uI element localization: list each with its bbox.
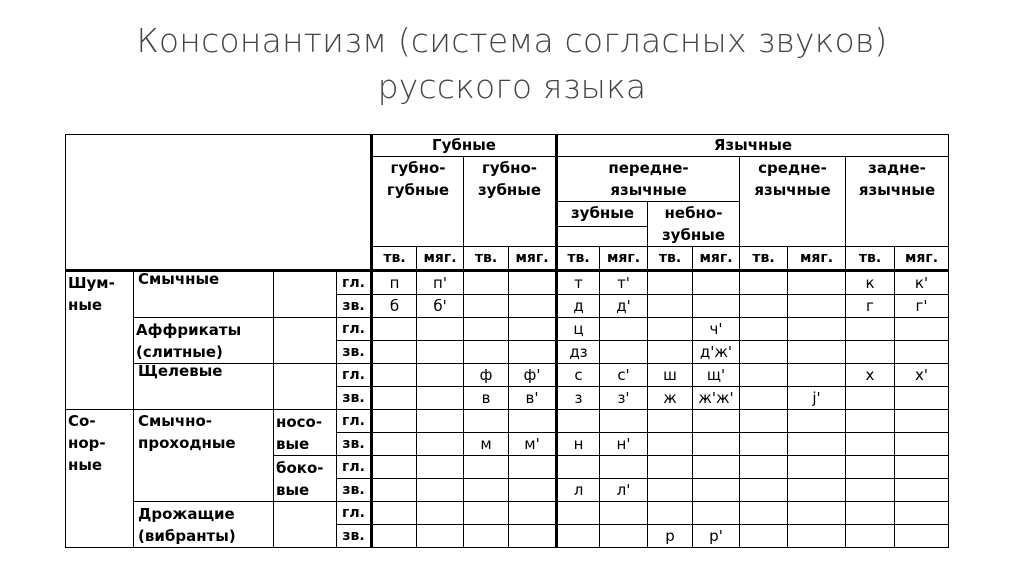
- cell: в': [509, 387, 557, 410]
- cell: г: [846, 295, 895, 318]
- subtype-blank: [274, 502, 337, 548]
- cell: [509, 502, 557, 525]
- cell: [417, 479, 464, 502]
- cell: щ': [693, 364, 740, 387]
- cell: [509, 456, 557, 479]
- cell: [372, 479, 417, 502]
- cell: [417, 341, 464, 364]
- subtype-lateral: боко- вые: [274, 456, 337, 502]
- cell: [417, 387, 464, 410]
- cell: [557, 525, 600, 548]
- cell: п: [372, 271, 417, 295]
- cell: [895, 502, 949, 525]
- cell: [895, 456, 949, 479]
- table-row: [66, 502, 949, 525]
- header-soft: мяг.: [509, 247, 557, 271]
- cell: [509, 318, 557, 341]
- subtype-blank: [274, 318, 337, 364]
- cell: [372, 387, 417, 410]
- cell: [740, 295, 788, 318]
- cell: [846, 456, 895, 479]
- cell: [846, 525, 895, 548]
- cell: [740, 318, 788, 341]
- voicing-voiced: зв.: [337, 479, 372, 502]
- cell: [557, 456, 600, 479]
- subtype-blank: [274, 271, 337, 318]
- header-lingual: Язычные: [557, 135, 949, 157]
- cell: в: [464, 387, 509, 410]
- cell: j': [788, 387, 846, 410]
- cell: [895, 410, 949, 433]
- cell: [740, 364, 788, 387]
- cell: [648, 479, 693, 502]
- cell: к: [846, 271, 895, 295]
- cell: [788, 410, 846, 433]
- cell: м': [509, 433, 557, 456]
- voicing-voiceless: гл.: [337, 318, 372, 341]
- cell: [648, 295, 693, 318]
- manner-affricates: Аффрикаты (слитные): [134, 318, 274, 364]
- cell: т: [557, 271, 600, 295]
- cell: ж: [648, 387, 693, 410]
- cell: [740, 525, 788, 548]
- cell: [600, 341, 648, 364]
- cell: [788, 295, 846, 318]
- cell: [846, 318, 895, 341]
- cell: [788, 456, 846, 479]
- cell: д: [557, 295, 600, 318]
- cell: з': [600, 387, 648, 410]
- cell: [740, 271, 788, 295]
- cell: [557, 410, 600, 433]
- header-labiodental: губно- зубные: [464, 157, 557, 247]
- consonant-table: [65, 134, 949, 548]
- cell: д'ж': [693, 341, 740, 364]
- cell: [417, 456, 464, 479]
- cell: [648, 456, 693, 479]
- cell: [464, 479, 509, 502]
- cell: [372, 502, 417, 525]
- cell: [648, 433, 693, 456]
- voicing-voiced: зв.: [337, 387, 372, 410]
- cell: [372, 364, 417, 387]
- cell: [417, 525, 464, 548]
- manner-stop-passage: Смычно- проходные: [134, 410, 274, 502]
- cell: [372, 525, 417, 548]
- voicing-voiceless: гл.: [337, 271, 372, 295]
- title-line-1: Консонантизм (система согласных звуков): [136, 21, 888, 60]
- cell: [372, 341, 417, 364]
- cell: [464, 525, 509, 548]
- header-soft: мяг.: [417, 247, 464, 271]
- cell: [600, 502, 648, 525]
- cell: г': [895, 295, 949, 318]
- header-hard: тв.: [557, 247, 600, 271]
- cell: д': [600, 295, 648, 318]
- cell: [464, 318, 509, 341]
- cell: [788, 433, 846, 456]
- cell: б: [372, 295, 417, 318]
- header-labial: Губные: [372, 135, 557, 157]
- cell: [693, 433, 740, 456]
- cell: [693, 410, 740, 433]
- corner-blank: [66, 135, 372, 271]
- cell: н: [557, 433, 600, 456]
- cell: [372, 456, 417, 479]
- cell: к': [895, 271, 949, 295]
- header-middle-lingual: средне- язычные: [740, 157, 846, 247]
- cell: [895, 341, 949, 364]
- cell: [895, 525, 949, 548]
- voicing-voiceless: гл.: [337, 364, 372, 387]
- header-hard: тв.: [846, 247, 895, 271]
- voicing-voiced: зв.: [337, 433, 372, 456]
- cell: [788, 318, 846, 341]
- header-front-lingual: передне- язычные: [557, 157, 740, 202]
- cell: ф': [509, 364, 557, 387]
- cell: [509, 295, 557, 318]
- cell: [600, 525, 648, 548]
- cell: з: [557, 387, 600, 410]
- manner-trills: Дрожащие (вибранты): [134, 502, 274, 548]
- cell: [846, 479, 895, 502]
- cell: [600, 318, 648, 341]
- cell: [693, 502, 740, 525]
- cell: [693, 271, 740, 295]
- cell: [464, 456, 509, 479]
- title-line-2: русского языка: [377, 67, 647, 106]
- header-hard: тв.: [372, 247, 417, 271]
- voicing-voiceless: гл.: [337, 502, 372, 525]
- cell: р: [648, 525, 693, 548]
- cell: [693, 456, 740, 479]
- cell: [788, 525, 846, 548]
- cell: [509, 271, 557, 295]
- group-noisy: Шум- ные: [66, 271, 134, 410]
- cell: р': [693, 525, 740, 548]
- header-back-lingual: задне- язычные: [846, 157, 949, 247]
- cell: [464, 341, 509, 364]
- cell: [372, 410, 417, 433]
- cell: х': [895, 364, 949, 387]
- cell: ц: [557, 318, 600, 341]
- cell: [740, 502, 788, 525]
- cell: [895, 433, 949, 456]
- cell: [417, 433, 464, 456]
- cell: [417, 318, 464, 341]
- cell: [788, 502, 846, 525]
- cell: [648, 410, 693, 433]
- cell: [740, 433, 788, 456]
- cell: [846, 387, 895, 410]
- cell: [648, 502, 693, 525]
- subtype-nasal: носо- вые: [274, 410, 337, 456]
- subtype-blank: [274, 364, 337, 410]
- cell: [600, 456, 648, 479]
- cell: [788, 271, 846, 295]
- cell: [846, 433, 895, 456]
- voicing-voiceless: гл.: [337, 410, 372, 433]
- cell: [509, 410, 557, 433]
- header-soft: мяг.: [895, 247, 949, 271]
- table-row: [66, 318, 949, 341]
- cell: [464, 502, 509, 525]
- manner-fricatives: Щелевые: [134, 364, 274, 410]
- header-hard: тв.: [648, 247, 693, 271]
- cell: [693, 295, 740, 318]
- cell: [740, 387, 788, 410]
- header-dental: зубные: [557, 202, 648, 227]
- cell: [464, 410, 509, 433]
- cell: [417, 502, 464, 525]
- header-bilabial: губно- губные: [372, 157, 464, 247]
- cell: [417, 364, 464, 387]
- cell: [464, 295, 509, 318]
- cell: [740, 456, 788, 479]
- table-row: [66, 271, 949, 295]
- cell: [846, 410, 895, 433]
- cell: н': [600, 433, 648, 456]
- voicing-voiced: зв.: [337, 525, 372, 548]
- header-soft: мяг.: [600, 247, 648, 271]
- cell: м: [464, 433, 509, 456]
- manner-stops: Смычные: [134, 271, 274, 318]
- cell: [846, 341, 895, 364]
- cell: [740, 479, 788, 502]
- header-palatodental: небно- зубные: [648, 202, 740, 247]
- cell: [895, 387, 949, 410]
- cell: [740, 341, 788, 364]
- cell: [648, 318, 693, 341]
- cell: с': [600, 364, 648, 387]
- cell: ф: [464, 364, 509, 387]
- voicing-voiced: зв.: [337, 295, 372, 318]
- cell: [372, 433, 417, 456]
- header-soft: мяг.: [693, 247, 740, 271]
- table-row: [66, 364, 949, 387]
- cell: л: [557, 479, 600, 502]
- cell: б': [417, 295, 464, 318]
- cell: [895, 479, 949, 502]
- cell: [372, 318, 417, 341]
- cell: [509, 341, 557, 364]
- cell: [648, 341, 693, 364]
- cell: л': [600, 479, 648, 502]
- table-row: [66, 410, 949, 433]
- cell: [417, 410, 464, 433]
- cell: [509, 525, 557, 548]
- header-hard: тв.: [464, 247, 509, 271]
- slide-title: [0, 18, 1024, 110]
- group-sonorant: Со- нор- ные: [66, 410, 134, 548]
- cell: [846, 502, 895, 525]
- cell: [740, 410, 788, 433]
- header-hard: тв.: [740, 247, 788, 271]
- cell: [464, 271, 509, 295]
- cell: [648, 271, 693, 295]
- cell: [509, 479, 557, 502]
- cell: [788, 364, 846, 387]
- cell: [788, 479, 846, 502]
- header-soft: мяг.: [788, 247, 846, 271]
- cell: т': [600, 271, 648, 295]
- cell: ш: [648, 364, 693, 387]
- cell: ж'ж': [693, 387, 740, 410]
- cell: [788, 341, 846, 364]
- voicing-voiced: зв.: [337, 341, 372, 364]
- voicing-voiceless: гл.: [337, 456, 372, 479]
- cell: [557, 502, 600, 525]
- cell: [895, 318, 949, 341]
- cell: с: [557, 364, 600, 387]
- cell: дз: [557, 341, 600, 364]
- cell: [693, 479, 740, 502]
- header-dental-spacer: [557, 226, 648, 246]
- cell: х: [846, 364, 895, 387]
- cell: [600, 410, 648, 433]
- cell: п': [417, 271, 464, 295]
- cell: ч': [693, 318, 740, 341]
